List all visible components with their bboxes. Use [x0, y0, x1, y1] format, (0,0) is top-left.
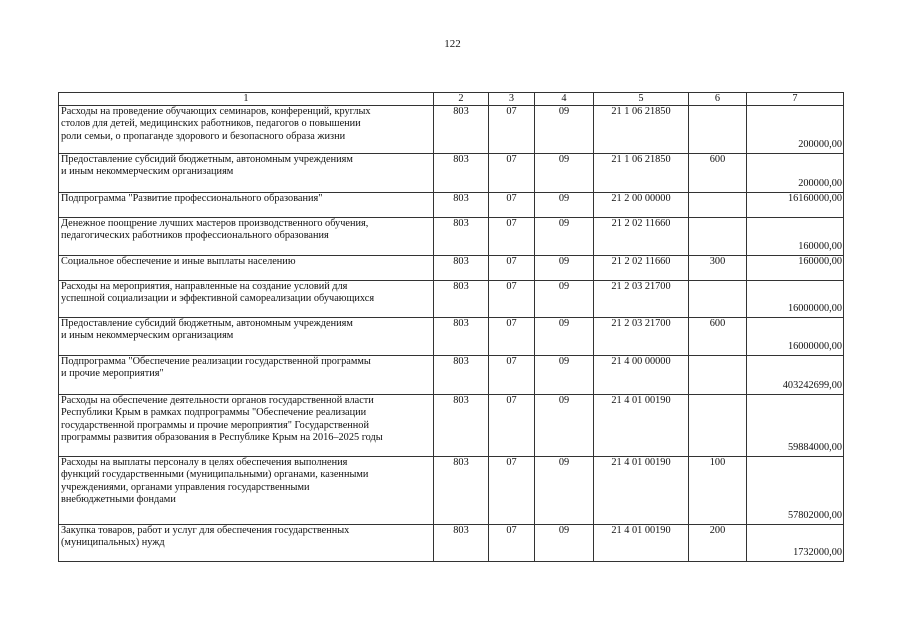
- header-col-6: 6: [689, 93, 747, 106]
- row-ministry-code: 803: [434, 193, 489, 218]
- header-col-7: 7: [747, 93, 844, 106]
- row-subsection: 09: [535, 356, 594, 395]
- row-ministry-code: 803: [434, 281, 489, 318]
- row-description: Расходы на выплаты персоналу в целях обеспечения выполнения функций государственными (муниципальными) органами, казенными учреждениями, органами управления государственными внебюджетными фондами: [59, 457, 434, 525]
- table-row: [59, 218, 844, 256]
- row-ministry-code: 803: [434, 525, 489, 562]
- row-section: 07: [489, 106, 535, 154]
- row-description: Подпрограмма "Обеспечение реализации государственной программы и прочие мероприятия": [59, 356, 434, 395]
- header-row: [59, 93, 844, 106]
- header-col-5: 5: [594, 93, 689, 106]
- row-amount-cell: [747, 106, 844, 154]
- row-subsection: 09: [535, 525, 594, 562]
- row-amount: 16160000,00: [787, 193, 842, 204]
- row-amount: 16000000,00: [787, 302, 842, 314]
- row-expense-type: [689, 106, 747, 154]
- table-row: [59, 256, 844, 281]
- row-target-article: 21 2 03 21700: [594, 281, 689, 318]
- budget-table: [58, 92, 844, 562]
- row-amount: 200000,00: [798, 177, 842, 189]
- row-target-article: 21 2 02 11660: [594, 256, 689, 281]
- row-ministry-code: 803: [434, 218, 489, 256]
- header-col-1: 1: [59, 93, 434, 106]
- row-description: Расходы на обеспечение деятельности органов государственной власти Республики Крым в рамках подпрограммы "Обеспечение реализации государственной программы и прочие мероприятия" Государственной программы развития образования в Республике Крым на 2016–2025 годы: [59, 395, 434, 457]
- row-expense-type: 100: [689, 457, 747, 525]
- row-expense-type: 600: [689, 154, 747, 193]
- row-section: 07: [489, 356, 535, 395]
- table-body: [59, 106, 844, 562]
- row-ministry-code: 803: [434, 106, 489, 154]
- row-amount: 59884000,00: [787, 441, 842, 453]
- table-row: [59, 525, 844, 562]
- row-amount-cell: [747, 281, 844, 318]
- row-description: Расходы на проведение обучающих семинаров, конференций, круглых столов для детей, медицинских работников, педагогов о повышении роли семьи, о пропаганде здорового и безопасного образа жизни: [59, 106, 434, 154]
- row-section: 07: [489, 218, 535, 256]
- row-expense-type: 200: [689, 525, 747, 562]
- row-amount-cell: [747, 525, 844, 562]
- row-expense-type: 300: [689, 256, 747, 281]
- table-header: [59, 93, 844, 106]
- row-target-article: 21 4 01 00190: [594, 525, 689, 562]
- table-row: [59, 395, 844, 457]
- row-amount: 160000,00: [798, 256, 842, 267]
- row-section: 07: [489, 193, 535, 218]
- row-amount: 200000,00: [798, 138, 842, 150]
- row-amount-cell: [747, 395, 844, 457]
- row-subsection: 09: [535, 218, 594, 256]
- row-ministry-code: 803: [434, 457, 489, 525]
- row-subsection: 09: [535, 281, 594, 318]
- row-section: 07: [489, 154, 535, 193]
- row-target-article: 21 4 01 00190: [594, 395, 689, 457]
- row-description: Закупка товаров, работ и услуг для обеспечения государственных (муниципальных) нужд: [59, 525, 434, 562]
- row-amount: 1732000,00: [793, 546, 842, 558]
- row-subsection: 09: [535, 318, 594, 356]
- page-number: 122: [444, 38, 461, 50]
- row-section: 07: [489, 395, 535, 457]
- row-amount: 57802000,00: [787, 509, 842, 521]
- row-description: Предоставление субсидий бюджетным, автономным учреждениям и иным некоммерческим организациям: [59, 154, 434, 193]
- row-subsection: 09: [535, 395, 594, 457]
- row-amount-cell: [747, 193, 844, 218]
- table-row: [59, 457, 844, 525]
- header-col-3: 3: [489, 93, 535, 106]
- row-ministry-code: 803: [434, 356, 489, 395]
- row-description: Социальное обеспечение и иные выплаты населению: [59, 256, 434, 281]
- row-description: Подпрограмма "Развитие профессионального образования": [59, 193, 434, 218]
- row-subsection: 09: [535, 457, 594, 525]
- row-description: Расходы на мероприятия, направленные на создание условий для успешной социализации и эффективной самореализации обучающихся: [59, 281, 434, 318]
- table-row: [59, 318, 844, 356]
- row-amount: 16000000,00: [787, 340, 842, 352]
- row-section: 07: [489, 318, 535, 356]
- row-subsection: 09: [535, 154, 594, 193]
- row-amount: 160000,00: [798, 240, 842, 252]
- row-section: 07: [489, 256, 535, 281]
- row-target-article: 21 4 01 00190: [594, 457, 689, 525]
- row-ministry-code: 803: [434, 154, 489, 193]
- row-expense-type: [689, 218, 747, 256]
- row-section: 07: [489, 525, 535, 562]
- row-amount-cell: [747, 218, 844, 256]
- table-row: [59, 281, 844, 318]
- row-amount: 403242699,00: [782, 379, 842, 391]
- row-expense-type: [689, 395, 747, 457]
- row-subsection: 09: [535, 193, 594, 218]
- table-row: [59, 106, 844, 154]
- row-section: 07: [489, 457, 535, 525]
- row-target-article: 21 1 06 21850: [594, 154, 689, 193]
- header-col-2: 2: [434, 93, 489, 106]
- row-description: Предоставление субсидий бюджетным, автономным учреждениям и иным некоммерческим организациям: [59, 318, 434, 356]
- row-subsection: 09: [535, 106, 594, 154]
- row-target-article: 21 2 03 21700: [594, 318, 689, 356]
- row-expense-type: [689, 356, 747, 395]
- row-target-article: 21 4 00 00000: [594, 356, 689, 395]
- header-col-4: 4: [535, 93, 594, 106]
- row-amount-cell: [747, 457, 844, 525]
- row-section: 07: [489, 281, 535, 318]
- row-target-article: 21 1 06 21850: [594, 106, 689, 154]
- row-ministry-code: 803: [434, 256, 489, 281]
- table-row: [59, 193, 844, 218]
- row-ministry-code: 803: [434, 318, 489, 356]
- table-row: [59, 154, 844, 193]
- table-row: [59, 356, 844, 395]
- row-description: Денежное поощрение лучших мастеров производственного обучения, педагогических работников профессионального образования: [59, 218, 434, 256]
- row-target-article: 21 2 00 00000: [594, 193, 689, 218]
- row-subsection: 09: [535, 256, 594, 281]
- row-amount-cell: [747, 356, 844, 395]
- row-target-article: 21 2 02 11660: [594, 218, 689, 256]
- row-amount-cell: [747, 154, 844, 193]
- row-amount-cell: [747, 318, 844, 356]
- row-expense-type: 600: [689, 318, 747, 356]
- row-expense-type: [689, 193, 747, 218]
- row-expense-type: [689, 281, 747, 318]
- row-amount-cell: [747, 256, 844, 281]
- row-ministry-code: 803: [434, 395, 489, 457]
